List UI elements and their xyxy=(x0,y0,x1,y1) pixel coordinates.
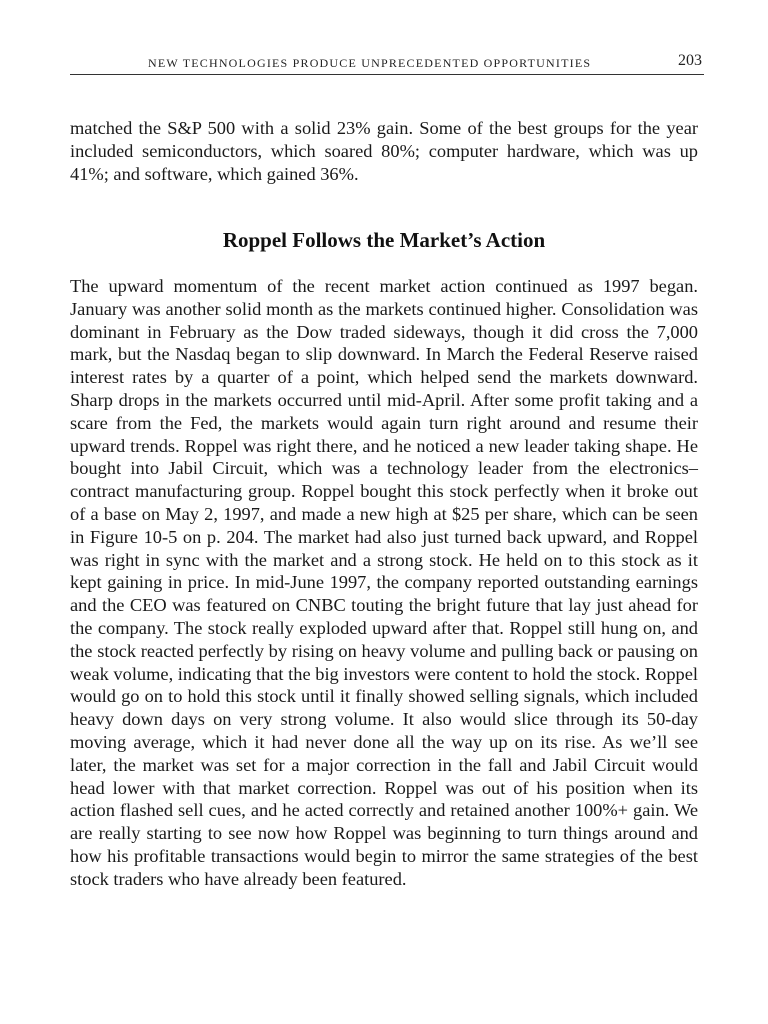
running-title: NEW TECHNOLOGIES PRODUCE UNPRECEDENTED OPPORTUNITIES xyxy=(148,56,592,70)
page-number: 203 xyxy=(678,52,702,69)
running-header xyxy=(70,52,704,75)
paragraph-body: The upward momentum of the recent market action continued as 1997 began. January was another solid month as the markets continued higher. Consolidation was dominant in February as the Dow traded sideways, though it did cross the 7,000 mark, but the Nasdaq began to slip downward. In March the Federal Reserve raised interest rates by a quarter of a point, which helped send the markets downward. Sharp drops in the markets occurred until mid-April. After some profit taking and a scare from the Fed, the markets would again turn right around and resume their upward trends. Roppel was right there, and he noticed a new leader taking shape. He bought into Jabil Circuit, which was a technology leader from the electronics–contract manufacturing group. Roppel bought this stock perfectly when it broke out of a base on May 2, 1997, and made a new high at $25 per share, which can be seen in Figure 10-5 on p. 204. The market had also just turned back upward, and Roppel was right in sync with the market and a strong stock. He held on to this stock as it kept gaining in price. In mid-June 1997, the company reported outstanding earnings and the CEO was featured on CNBC touting the bright future that lay just ahead for the company. The stock really exploded upward after that. Roppel still hung on, and the stock reacted perfectly by rising on heavy volume and pulling back or pausing on weak volume, indicating that the big investors were content to hold the stock. Roppel would go on to hold this stock until it finally showed selling signals, which included heavy down days on very strong volume. It also would slice through its 50-day moving average, which it had never done all the way up on its rise. As we’ll see later, the market was set for a major correction in the fall and Jabil Circuit would head lower with that market correction. Roppel was out of his position when its action flashed sell cues, and he acted correctly and retained another 100%+ gain. We are really starting to see now how Roppel was beginning to turn things around and how his profitable transactions would begin to mirror the same strategies of the best stock traders who have already been featured. xyxy=(70,276,698,889)
section-heading: Roppel Follows the Market’s Action xyxy=(222,228,546,252)
paragraph-continuation: matched the S&P 500 with a solid 23% gain. Some of the best groups for the year included semiconductors, which soared 80%; computer hardware, which was up 41%; and software, which gained 36%. xyxy=(70,118,698,184)
